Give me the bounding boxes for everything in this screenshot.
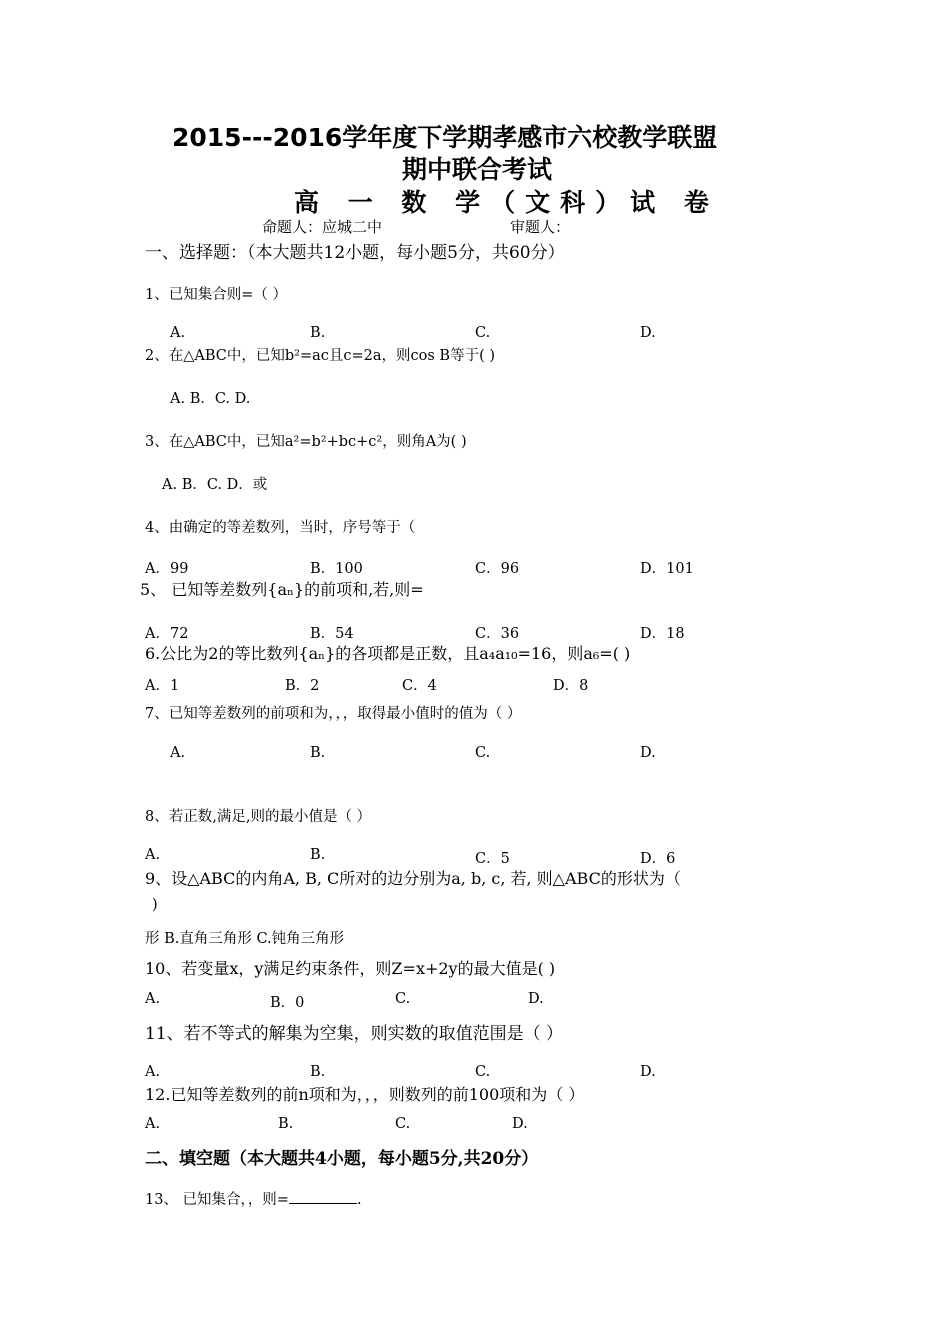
q3-options: A. B．C. D．或 bbox=[162, 477, 268, 493]
q4-option-b: B．100 bbox=[310, 561, 363, 577]
proposer-label: 命题人：应城二中 bbox=[262, 218, 383, 236]
q5-option-c: C．36 bbox=[475, 626, 520, 642]
q8-option-a: A. bbox=[145, 847, 161, 863]
q8-option-b: B. bbox=[310, 847, 326, 863]
question-6: 6.公比为2的等比数列{aₙ}的各项都是正数，且a₄a₁₀=16，则a₆=( ) bbox=[145, 644, 631, 663]
q4-option-d: D．101 bbox=[640, 561, 694, 577]
q12-option-a: A. bbox=[145, 1116, 161, 1132]
q7-option-b: B. bbox=[310, 745, 326, 761]
q8-option-c: C．5 bbox=[475, 851, 510, 867]
q8-option-d: D．6 bbox=[640, 851, 676, 867]
q11-option-b: B. bbox=[310, 1064, 326, 1080]
q5-option-d: D．18 bbox=[640, 626, 685, 642]
q7-option-a: A. bbox=[170, 745, 186, 761]
q4-option-a: A．99 bbox=[145, 561, 189, 577]
title-line-3: 高 一 数 学（文科）试 卷 bbox=[294, 188, 719, 217]
q11-option-c: C. bbox=[475, 1064, 491, 1080]
question-1: 1、已知集合则=（ ） bbox=[145, 287, 287, 303]
q5-option-a: A．72 bbox=[145, 626, 189, 642]
q12-option-d: D. bbox=[512, 1116, 528, 1132]
question-5: 5、 已知等差数列{aₙ}的前项和,若,则= bbox=[140, 580, 424, 599]
answer-blank[interactable] bbox=[289, 1191, 357, 1204]
q2-options: A. B．C. D. bbox=[170, 391, 251, 407]
q6-option-c: C．4 bbox=[402, 678, 437, 694]
q1-option-a: A. bbox=[170, 325, 186, 341]
q9-options: 形 B.直角三角形 C.钝角三角形 bbox=[145, 931, 345, 947]
question-7: 7、已知等差数列的前项和为，，，取得最小值时的值为（ ） bbox=[145, 706, 522, 722]
question-8: 8、若正数,满足,则的最小值是（ ） bbox=[145, 809, 372, 825]
question-13-text: 13、 已知集合，，则= bbox=[145, 1192, 289, 1208]
question-12: 12.已知等差数列的前n项和为，，，则数列的前100项和为（ ） bbox=[145, 1085, 585, 1104]
q10-option-a: A. bbox=[145, 991, 161, 1007]
question-9: 9、设△ABC的内角A, B, C所对的边分别为a, b, c, 若, 则△ABC的形状为（ bbox=[145, 869, 681, 888]
q11-option-d: D. bbox=[640, 1064, 656, 1080]
title-line-2: 期中联合考试 bbox=[402, 155, 553, 184]
q10-option-d: D. bbox=[528, 991, 544, 1007]
q5-option-b: B．54 bbox=[310, 626, 354, 642]
q1-option-d: D. bbox=[640, 325, 656, 341]
question-2: 2、在△ABC中，已知b²=ac且c=2a，则cos B等于( ) bbox=[145, 348, 495, 364]
question-11: 11、若不等式的解集为空集，则实数的取值范围是（ ） bbox=[145, 1024, 564, 1044]
q11-option-a: A. bbox=[145, 1064, 161, 1080]
q1-option-c: C. bbox=[475, 325, 491, 341]
question-3: 3、在△ABC中，已知a²=b²+bc+c²，则角A为( ) bbox=[145, 434, 467, 450]
q1-option-b: B. bbox=[310, 325, 326, 341]
question-13-end: . bbox=[356, 1192, 362, 1208]
q12-option-c: C. bbox=[395, 1116, 411, 1132]
q4-option-c: C．96 bbox=[475, 561, 520, 577]
q6-option-a: A．1 bbox=[145, 678, 180, 694]
question-13 bbox=[145, 1188, 362, 1209]
q6-option-d: D．8 bbox=[553, 678, 589, 694]
question-4: 4、由确定的等差数列，当时，序号等于（ bbox=[145, 520, 416, 536]
q10-option-c: C. bbox=[395, 991, 411, 1007]
section-2-heading: 二、填空题（本大题共4小题，每小题5分,共20分） bbox=[145, 1149, 539, 1169]
reviewer-label: 审题人： bbox=[510, 218, 571, 236]
question-9-continued: ) bbox=[152, 897, 158, 913]
q7-option-d: D. bbox=[640, 745, 656, 761]
q6-option-b: B．2 bbox=[285, 678, 320, 694]
q10-option-b: B．0 bbox=[270, 995, 305, 1011]
title-line-1: 2015---2016学年度下学期孝感市六校教学联盟 bbox=[172, 123, 718, 152]
q12-option-b: B. bbox=[278, 1116, 294, 1132]
question-10: 10、若变量x，y满足约束条件，则Z=x+2y的最大值是( ) bbox=[145, 959, 556, 978]
section-1-heading: 一、选择题：（本大题共12小题，每小题5分，共60分） bbox=[145, 243, 565, 263]
q7-option-c: C. bbox=[475, 745, 491, 761]
